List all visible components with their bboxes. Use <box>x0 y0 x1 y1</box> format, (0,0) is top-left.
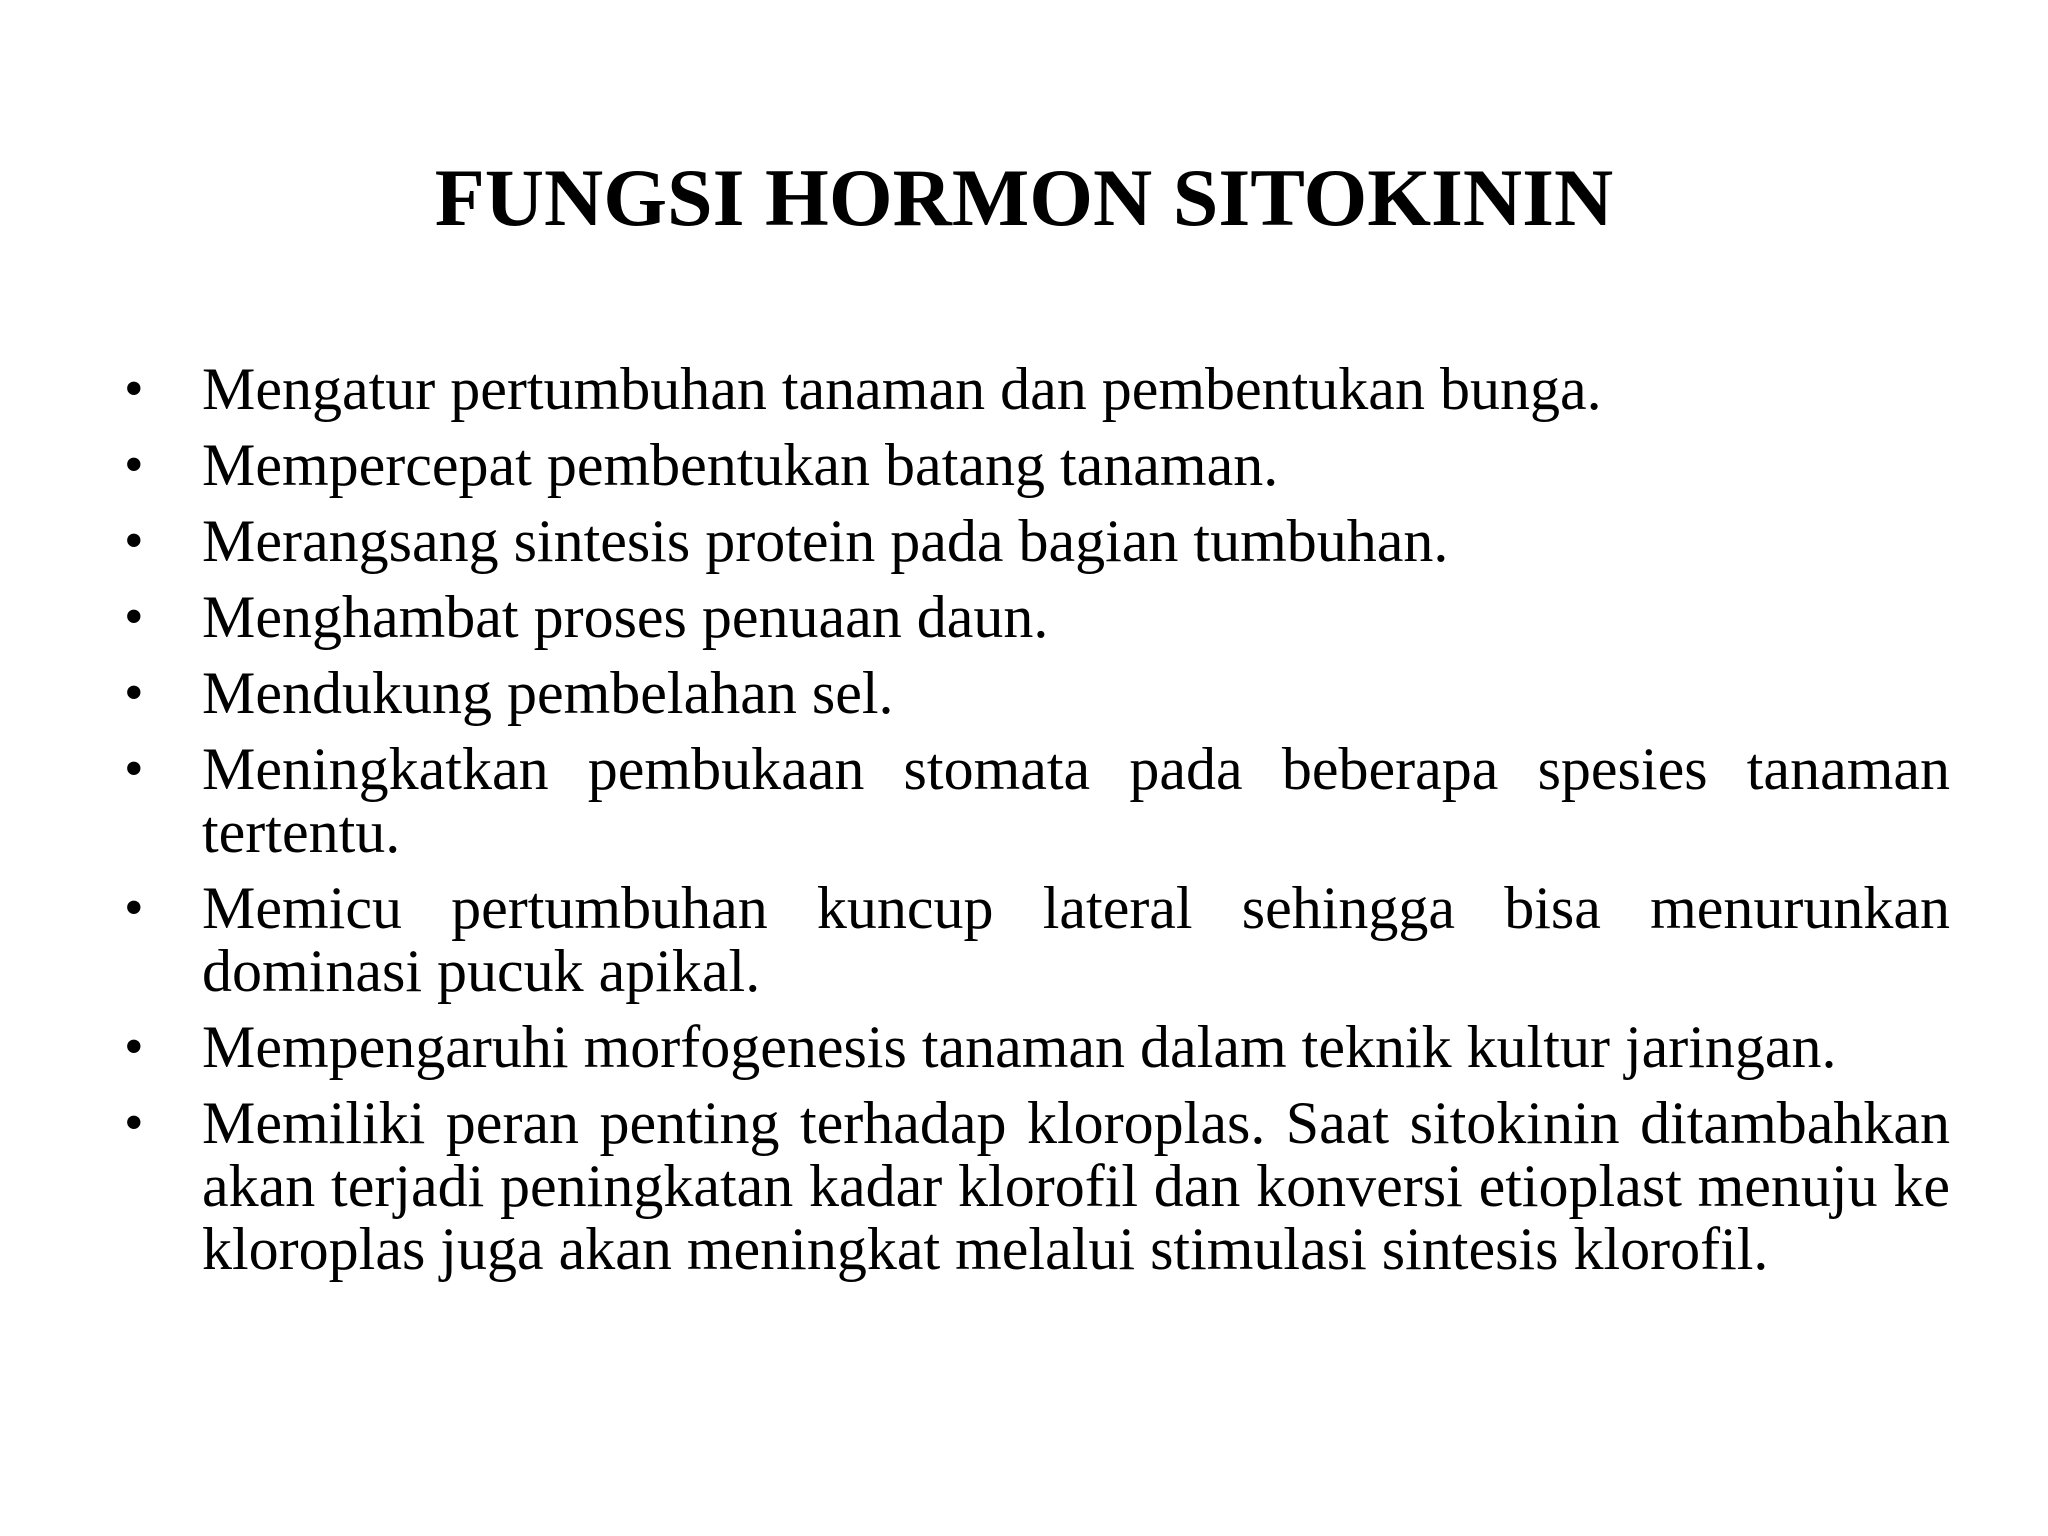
list-item-text: Merangsang sintesis protein pada bagian tumbuhan. <box>202 508 1449 574</box>
list-item <box>120 586 1950 649</box>
list-item <box>120 1016 1950 1079</box>
list-item-text: Meningkatkan pembukaan stomata pada beberapa spesies tanaman tertentu. <box>202 736 1950 865</box>
bullet-icon: • <box>124 510 144 572</box>
list-item-text: Mempengaruhi morfogenesis tanaman dalam teknik kultur jaringan. <box>202 1014 1837 1080</box>
list-item <box>120 1092 1950 1281</box>
list-item <box>120 434 1950 497</box>
bullet-icon: • <box>124 586 144 648</box>
bullet-icon: • <box>124 1092 144 1154</box>
list-item-text: Mempercepat pembentukan batang tanaman. <box>202 432 1279 498</box>
list-item-text: Mendukung pembelahan sel. <box>202 660 894 726</box>
list-item <box>120 877 1950 1003</box>
slide-title: FUNGSI HORMON SITOKININ <box>434 152 1614 243</box>
bullet-icon: • <box>124 1016 144 1078</box>
list-item <box>120 510 1950 573</box>
list-item-text: Mengatur pertumbuhan tanaman dan pembentukan bunga. <box>202 356 1602 422</box>
list-item <box>120 662 1950 725</box>
bullet-icon: • <box>124 877 144 939</box>
bullet-icon: • <box>124 434 144 496</box>
list-item <box>120 358 1950 421</box>
bullet-icon: • <box>124 662 144 724</box>
list-item-text: Memiliki peran penting terhadap kloroplas. Saat sitokinin ditambahkan akan terjadi peningkatan kadar klorofil dan konversi etioplast menuju ke kloroplas juga akan meningkat melalui stimulasi sintesis klorofil. <box>202 1090 1950 1282</box>
list-item-text: Menghambat proses penuaan daun. <box>202 584 1049 650</box>
bullet-list <box>120 358 1950 1294</box>
list-item <box>120 738 1950 864</box>
list-item-text: Memicu pertumbuhan kuncup lateral sehingga bisa menurunkan dominasi pucuk apikal. <box>202 875 1950 1004</box>
bullet-icon: • <box>124 358 144 420</box>
bullet-icon: • <box>124 738 144 800</box>
